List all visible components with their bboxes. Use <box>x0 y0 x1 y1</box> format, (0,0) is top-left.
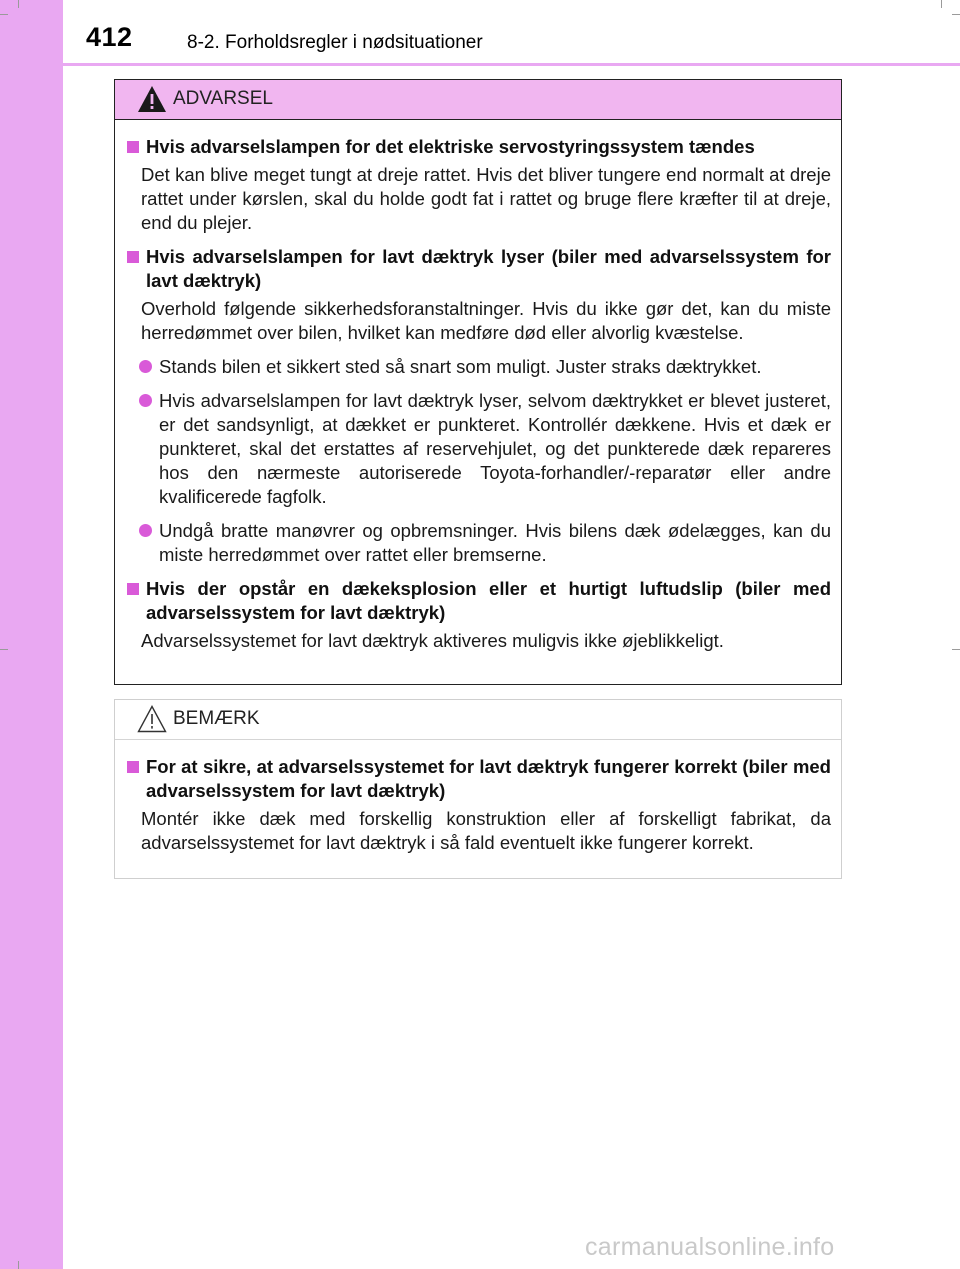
circle-bullet-icon <box>139 394 152 407</box>
square-bullet-icon <box>127 251 139 263</box>
crop-mark <box>0 649 8 650</box>
warning-triangle-icon <box>137 84 167 114</box>
item-text: Overhold følgende sikkerhedsforanstaltninger. Hvis du ikke gør det, kan du miste herredømmet over bilen, hvilket kan medføre død eller alvorlig kvæstelse. <box>141 298 831 343</box>
side-color-band <box>0 0 63 1269</box>
item-text: Montér ikke dæk med forskellig konstruktion eller af forskelligt fabrikat, da advarselssystemet for lavt dæktryk i så fald eventuelt ikke fungerer korrekt. <box>141 808 831 853</box>
warning-item <box>125 577 831 653</box>
note-item <box>125 755 831 855</box>
note-box-header <box>115 700 841 740</box>
square-bullet-icon <box>127 761 139 773</box>
warning-item <box>125 135 831 235</box>
warning-box-header <box>115 80 841 120</box>
header-rule <box>63 63 960 66</box>
note-box <box>114 699 842 879</box>
item-heading <box>125 755 831 803</box>
bullet-item <box>125 519 831 567</box>
caution-outline-triangle-icon <box>137 704 167 734</box>
crop-mark <box>952 649 960 650</box>
circle-bullet-icon <box>139 360 152 373</box>
square-bullet-icon <box>127 583 139 595</box>
bullet-item <box>125 389 831 509</box>
square-bullet-icon <box>127 141 139 153</box>
item-text: Advarselssystemet for lavt dæktryk aktiveres muligvis ikke øjeblikkeligt. <box>141 630 724 651</box>
page-number: 412 <box>86 22 133 52</box>
crop-mark <box>18 0 19 8</box>
warning-body <box>115 120 841 653</box>
warning-item <box>125 245 831 567</box>
bullet-text: Hvis advarselslampen for lavt dæktryk lyser, selvom dæktrykket er blevet justeret, er det sandsynligt, at dækket er punkteret. Kontrollér dækkene. Hvis et dæk er punkteret, skal det erstattes af reservehjulet, og det punkterede dæk repareres hos den nærmeste autoriserede Toyota-forhandler/-reparatør eller andre kvalificerede fagfolk. <box>159 390 831 507</box>
crop-mark <box>0 14 8 15</box>
warning-box <box>114 79 842 685</box>
item-heading-text: Hvis advarselslampen for det elektriske servostyringssystem tændes <box>146 136 755 157</box>
crop-mark <box>941 0 942 8</box>
section-title: 8-2. Forholdsregler i nødsituationer <box>187 32 483 53</box>
bullet-text: Stands bilen et sikkert sted så snart som muligt. Juster straks dæktrykket. <box>159 356 762 377</box>
warning-label: ADVARSEL <box>173 88 273 109</box>
crop-mark <box>952 14 960 15</box>
watermark: carmanualsonline.info <box>585 1233 835 1261</box>
crop-mark <box>18 1261 19 1269</box>
item-heading-text: For at sikre, at advarselssystemet for lavt dæktryk fungerer korrekt (biler med advarselssystem for lavt dæktryk) <box>146 756 831 801</box>
item-heading-text: Hvis der opstår en dækeksplosion eller et hurtigt luftudslip (biler med advarselssystem for lavt dæktryk) <box>146 578 831 623</box>
item-heading <box>125 577 831 625</box>
item-heading-text: Hvis advarselslampen for lavt dæktryk lyser (biler med advarselssystem for lavt dæktryk) <box>146 246 831 291</box>
item-text: Det kan blive meget tungt at dreje rattet. Hvis det bliver tungere end normalt at dreje rattet under kørslen, skal du holde godt fat i rattet og bruge flere kræfter til at dreje, end du plejer. <box>141 164 831 233</box>
note-body <box>115 740 841 855</box>
item-heading <box>125 245 831 293</box>
bullet-item <box>125 355 831 379</box>
item-heading <box>125 135 831 159</box>
bullet-text: Undgå bratte manøvrer og opbremsninger. Hvis bilens dæk ødelægges, kan du miste herredømmet over rattet eller bremserne. <box>159 520 831 565</box>
circle-bullet-icon <box>139 524 152 537</box>
note-label: BEMÆRK <box>173 708 260 729</box>
